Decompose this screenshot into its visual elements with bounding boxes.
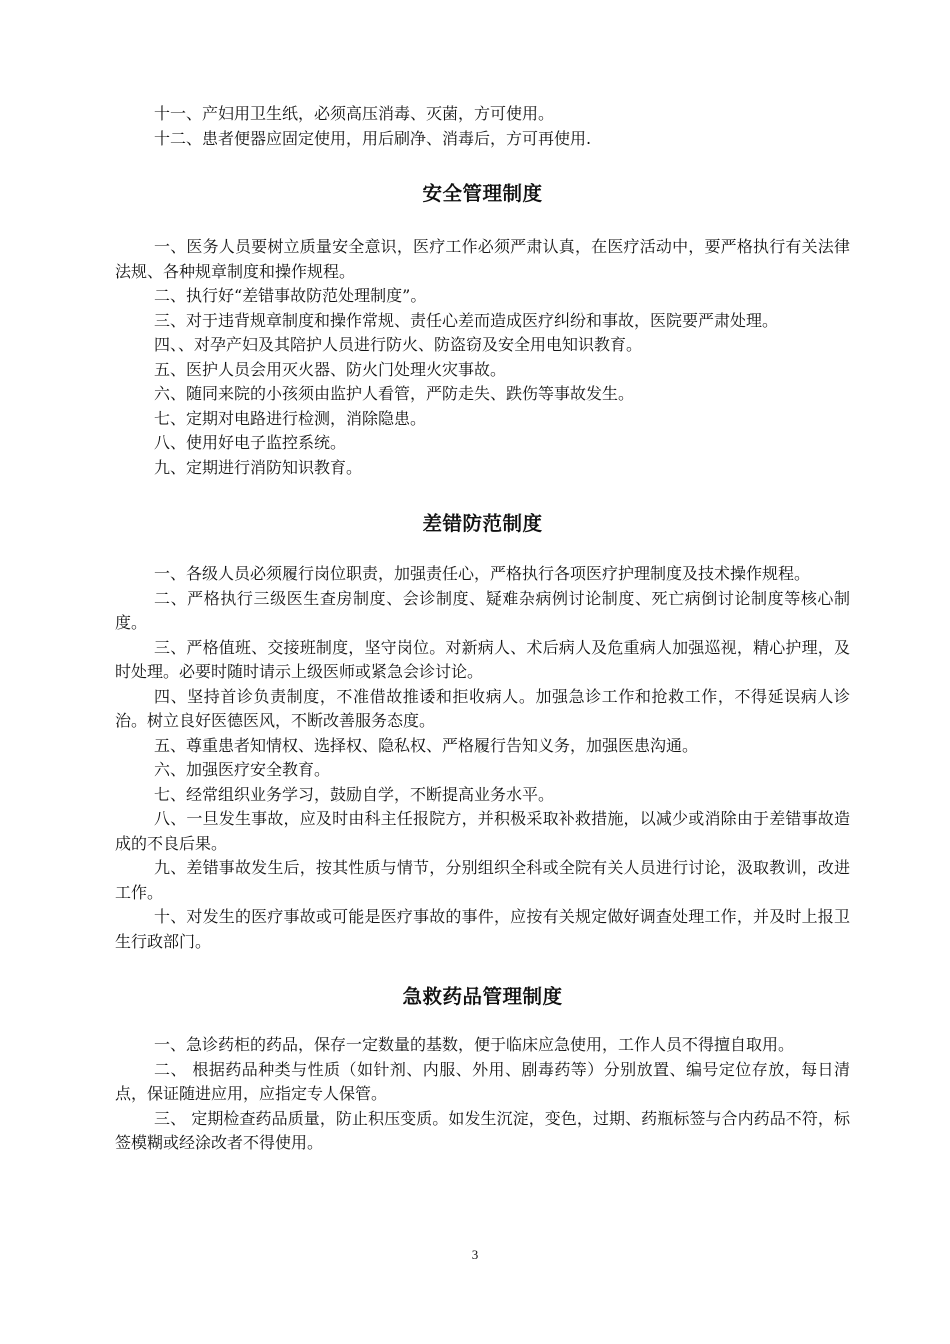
paragraph: 三、 定期检查药品质量，防止积压变质。如发生沉淀，变色，过期、药瓶标签与合内药品不符，标签模糊或经涂改者不得使用。	[115, 1108, 850, 1152]
paragraph: 一、各级人员必须履行岗位职责，加强责任心，严格执行各项医疗护理制度及技术操作规程。	[154, 564, 811, 583]
paragraph: 六、加强医疗安全教育。	[154, 760, 331, 779]
section-title-safety-management: 安全管理制度	[422, 182, 543, 205]
page-content	[115, 102, 850, 1156]
page-number: 3	[471, 1247, 479, 1262]
paragraph: 九、定期进行消防知识教育。	[154, 457, 363, 477]
section-title-emergency-drug-management: 急救药品管理制度	[402, 985, 563, 1008]
paragraph: 一、医务人员要树立质量安全意识，医疗工作必须严肃认真，在医疗活动中，要严格执行有关法律法规、各种规章制度和操作规程。	[115, 237, 850, 281]
section-title-error-prevention: 差错防范制度	[422, 512, 543, 535]
paragraph: 七、定期对电路进行检测，消除隐患。	[154, 408, 427, 428]
paragraph: 十二、患者便器应固定使用，用后刷净、消毒后，方可再使用.	[154, 128, 592, 148]
paragraph: 八、使用好电子监控系统。	[154, 433, 347, 452]
paragraph: 十、对发生的医疗事故或可能是医疗事故的事件，应按有关规定做好调查处理工作，并及时上报卫生行政部门。	[115, 907, 850, 951]
paragraph: 六、随同来院的小孩须由监护人看管，严防走失、跌伤等事故发生。	[154, 384, 635, 403]
paragraph: 二、严格执行三级医生查房制度、会诊制度、疑难杂病例讨论制度、死亡病倒讨论制度等核心制度。	[115, 588, 850, 632]
paragraph: 四、坚持首诊负责制度，不准借故推诿和拒收病人。加强急诊工作和抢救工作，不得延误病人诊治。树立良好医德医风，不断改善服务态度。	[115, 686, 850, 730]
paragraph: 九、差错事故发生后，按其性质与情节，分别组织全科或全院有关人员进行讨论，汲取教训，改进工作。	[115, 858, 850, 902]
paragraph: 三、严格值班、交接班制度，坚守岗位。对新病人、术后病人及危重病人加强巡视，精心护理，及时处理。必要时随时请示上级医师或紧急会诊讨论。	[115, 637, 850, 681]
paragraph: 八、一旦发生事故，应及时由科主任报院方，并积极采取补救措施，以减少或消除由于差错事故造成的不良后果。	[115, 809, 850, 853]
paragraph: 二、 根据药品种类与性质（如针剂、内服、外用、剧毒药等）分别放置、编号定位存放，每日清点，保证随进应用，应指定专人保管。	[115, 1059, 850, 1103]
paragraph: 二、执行好“差错事故防范处理制度”。	[154, 286, 427, 305]
paragraph: 三、对于违背规章制度和操作常规、责任心差而造成医疗纠纷和事故，医院要严肃处理。	[154, 310, 779, 330]
paragraph: 七、经常组织业务学习，鼓励自学，不断提高业务水平。	[154, 784, 555, 804]
paragraph: 五、医护人员会用灭火器、防火门处理火灾事故。	[154, 359, 507, 379]
paragraph: 一、急诊药柜的药品，保存一定数量的基数，便于临床应急使用，工作人员不得擅自取用。	[154, 1035, 795, 1054]
paragraph: 四、、对孕产妇及其陪护人员进行防火、防盗窃及安全用电知识教育。	[154, 335, 643, 354]
paragraph: 十一、产妇用卫生纸，必须高压消毒、灭菌，方可使用。	[154, 104, 555, 123]
paragraph: 五、尊重患者知情权、选择权、隐私权、严格履行告知义务，加强医患沟通。	[154, 735, 699, 755]
